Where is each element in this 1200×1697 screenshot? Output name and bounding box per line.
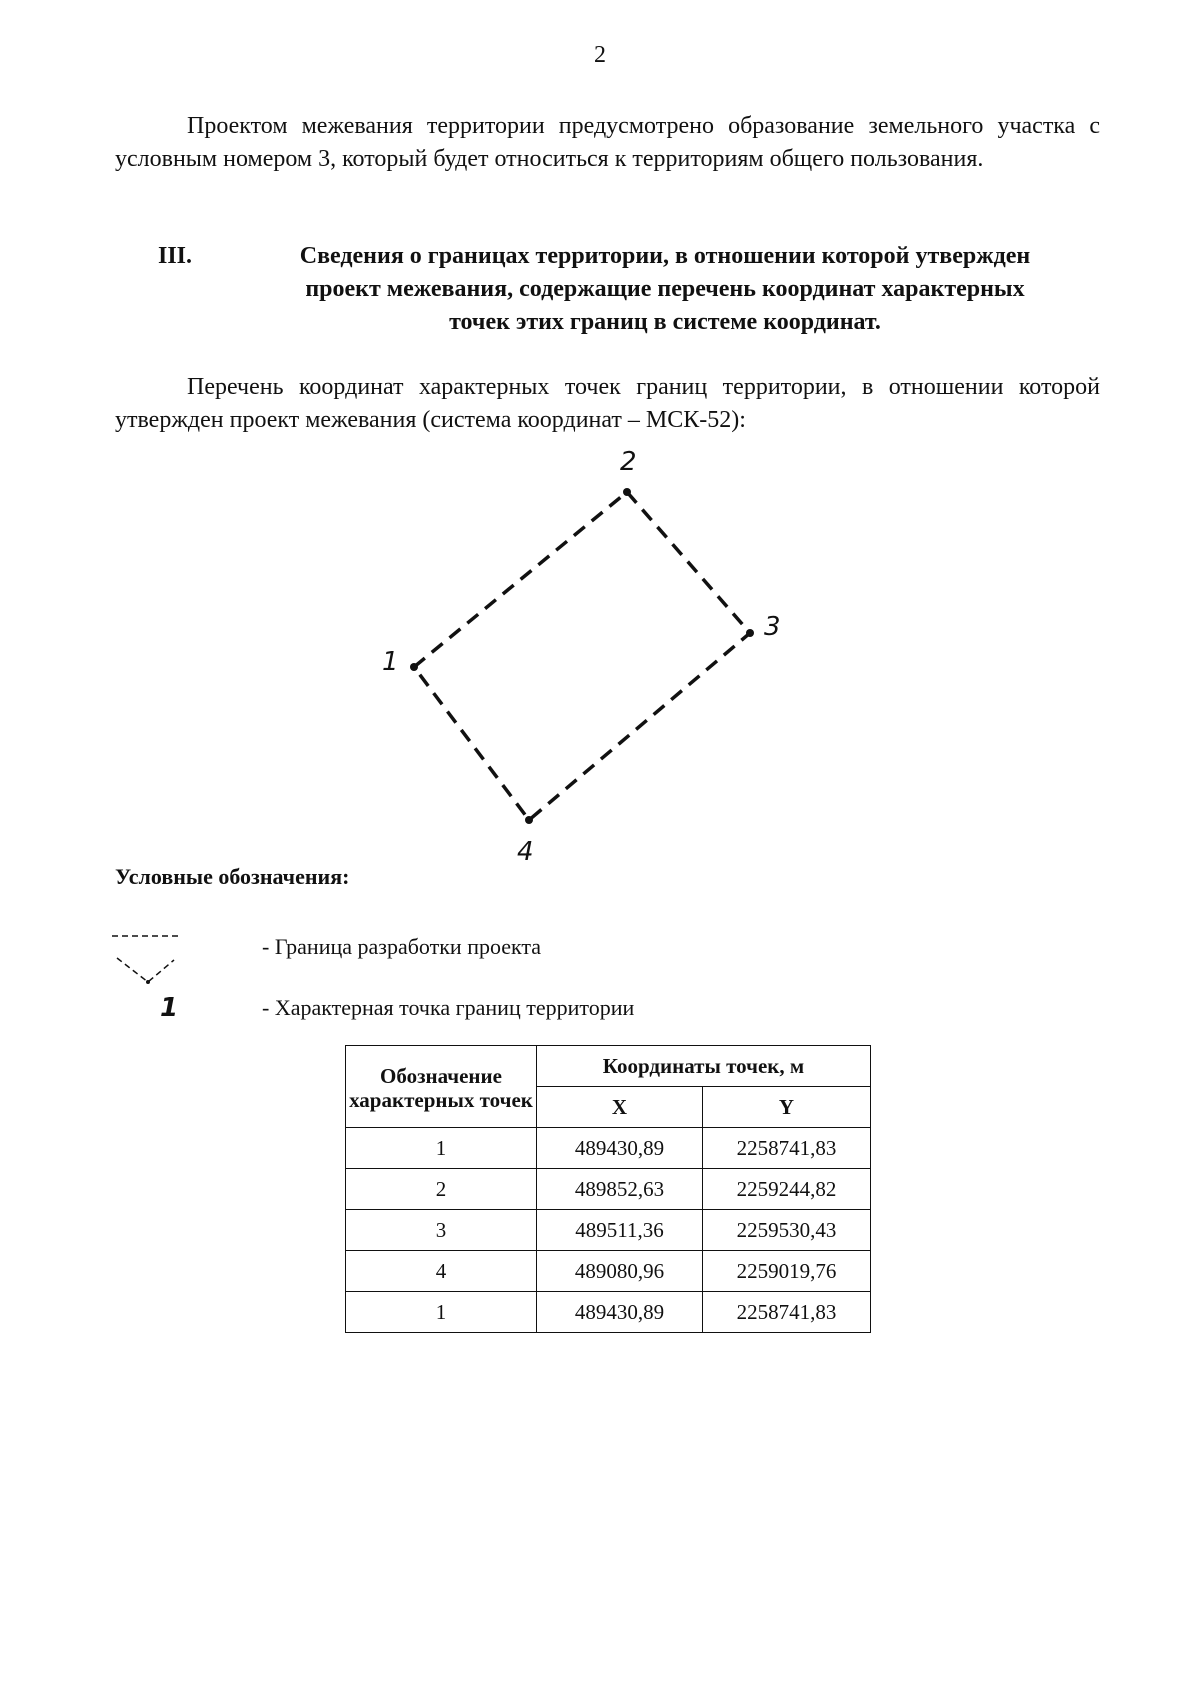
point-label-4: 4 <box>517 837 534 867</box>
cell-x: 489430,89 <box>537 1292 703 1333</box>
table-row <box>346 1169 871 1210</box>
section-title-line: Сведения о границах территории, в отношении которой утвержден <box>299 243 1031 269</box>
header-coordinates: Координаты точек, м <box>537 1046 871 1087</box>
cell-y: 2259244,82 <box>703 1169 871 1210</box>
page-number: 2 <box>594 42 606 68</box>
header-designation: Обозначение характерных точек <box>346 1046 537 1128</box>
header-y: Y <box>703 1087 871 1128</box>
point-label-3: 3 <box>764 612 781 642</box>
legend-title: Условные обозначения: <box>115 864 350 889</box>
section-title-line: точек этих границ в системе координат. <box>449 309 881 335</box>
cell-point: 4 <box>346 1251 537 1292</box>
section-title-line: проект межевания, содержащие перечень координат характерных <box>305 276 1025 302</box>
legend-boundary-label: - Граница разработки проекта <box>262 934 542 959</box>
boundary-line <box>414 492 750 820</box>
table-row <box>346 1292 871 1333</box>
cell-point: 3 <box>346 1210 537 1251</box>
cell-y: 2259530,43 <box>703 1210 871 1251</box>
coordinates-table <box>345 1045 871 1333</box>
cell-x: 489080,96 <box>537 1251 703 1292</box>
cell-y: 2259019,76 <box>703 1251 871 1292</box>
coordinates-intro-text: Перечень координат характерных точек границ территории, в отношении которой утвержден проект межевания (система координат – МСК-52): <box>115 374 1100 433</box>
table-row <box>346 1251 871 1292</box>
section-number: III. <box>158 243 193 269</box>
cell-point: 1 <box>346 1128 537 1169</box>
cell-x: 489852,63 <box>537 1169 703 1210</box>
legend-point-number: 1 <box>160 993 179 1023</box>
legend-point-sample <box>117 958 174 982</box>
table-row <box>346 1128 871 1169</box>
boundary-point <box>410 663 418 671</box>
boundary-point <box>525 816 533 824</box>
legend-point-label: - Характерная точка границ территории <box>262 995 635 1020</box>
cell-point: 2 <box>346 1169 537 1210</box>
cell-x: 489430,89 <box>537 1128 703 1169</box>
intro-paragraph-text: Проектом межевания территории предусмотрено образование земельного участка с условным номером 3, который будет относиться к территориям общего пользования. <box>115 113 1100 172</box>
point-label-2: 2 <box>620 447 637 477</box>
cell-point: 1 <box>346 1292 537 1333</box>
table-row <box>346 1210 871 1251</box>
header-x: X <box>537 1087 703 1128</box>
boundary-point <box>623 488 631 496</box>
point-label-1: 1 <box>382 647 399 677</box>
cell-x: 489511,36 <box>537 1210 703 1251</box>
boundary-point <box>746 629 754 637</box>
legend-point-dot <box>146 980 150 984</box>
cell-y: 2258741,83 <box>703 1292 871 1333</box>
cell-y: 2258741,83 <box>703 1128 871 1169</box>
